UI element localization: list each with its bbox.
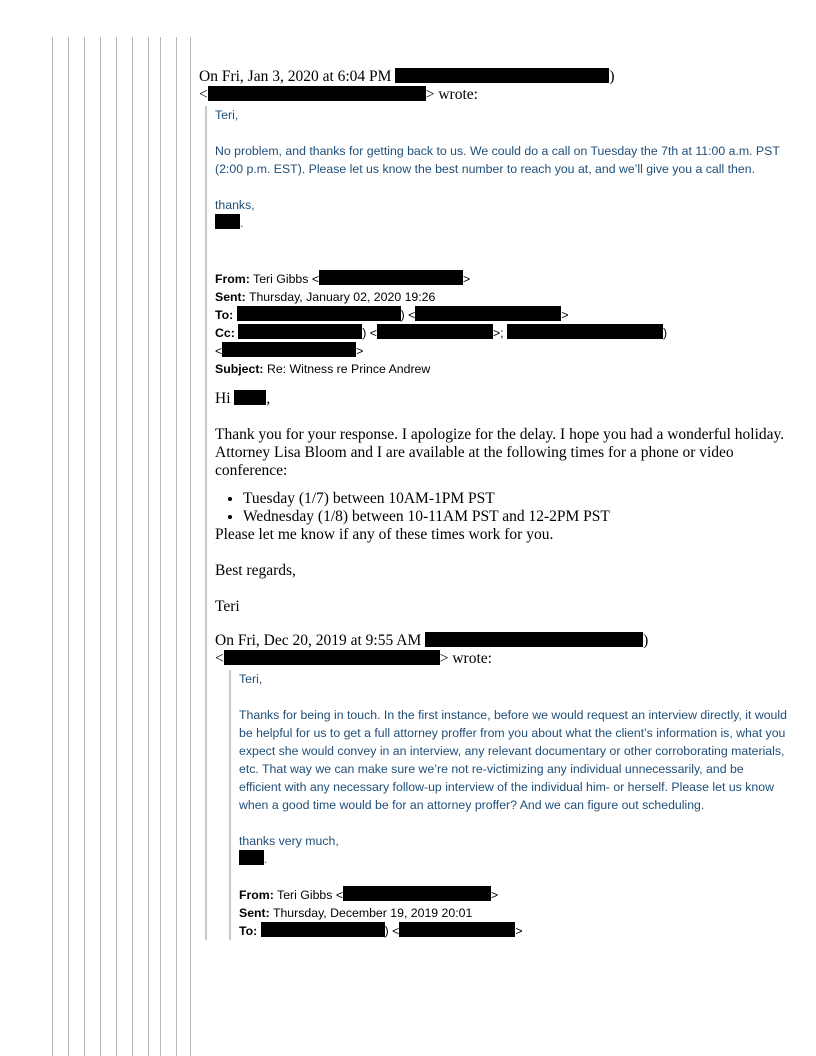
- quote-line: [148, 37, 149, 1056]
- email2-closing-question: Please let me know if any of these times work for you.: [215, 526, 554, 543]
- redaction: [377, 324, 493, 339]
- list-item: • Wednesday (1/8) between 10-11AM PST and 12-2PM PST: [243, 508, 789, 526]
- redaction: [237, 306, 401, 321]
- redaction: [425, 632, 643, 647]
- email3-header: On Fri, Dec 20, 2019 at 9:55 AM ) < > wrote:: [215, 632, 649, 667]
- email1-body: No problem, and thanks for getting back to us. We could do a call on Tuesday the 7th at 11:00 a.m. PST (2:00 p.m. EST). Please let us know the best number to reach you at, and we’ll give you a call then.: [215, 144, 780, 176]
- redaction: [507, 324, 663, 339]
- email2-paragraph: Thank you for your response. I apologize for the delay. I hope you had a wonderful holiday. Attorney Lisa Bloom and I are available at the following times for a phone or video conference:: [215, 426, 785, 479]
- email-thread: [199, 68, 789, 940]
- email1-signoff: thanks,: [215, 198, 255, 212]
- redaction: [238, 324, 362, 339]
- email1-greeting: Teri,: [215, 108, 239, 122]
- email3-quote: Teri, Thanks for being in touch. In the first instance, before we would request an interview directly, it would be helpful for us to get a full attorney proffer from you about what the client’s information is, what you expect she would convey in an interview, any relevant documentary or other corroborating materials, etc. That way we can make sure we’re not re-victimizing any individual unnecessarily, and be efficient with any necessary follow-up interview of the individual him- or herself. Please let us know when a good time would be for an attorney proffer? And we can figure out scheduling. thanks very much, . From: Teri Gibbs < > Sent: Thursday, December 19, 2019 20:01 To: ) < >: [229, 670, 789, 940]
- email1-header: On Fri, Jan 3, 2020 at 6:04 PM ) < > wrote:: [199, 68, 615, 103]
- quote-line: [52, 37, 53, 1056]
- quote-line: [190, 37, 191, 1056]
- availability-list: [215, 490, 789, 526]
- email1-quote: Teri, No problem, and thanks for getting back to us. We could do a call on Tuesday the 7th at 11:00 a.m. PST (2:00 p.m. EST). Please let us know the best number to reach you at, and we’ll give you a call then. thanks, . From: Teri Gibbs < > Sent: Thursday, January 02, 2020 19:26 To: ) < > Cc: ) < >; ) < > Subject: Re: Witness re Prince Andrew Hi , Thank you for your response. I apologize for the delay. I hope you had a wonderful holiday. Attorney Lisa Bloom and I are available at the following times for a phone or video conference: • Tuesday (1/7) between 10AM-1PM PST • Wednesday (1/8) between 10-11AM PST and 12-2PM PST Please let me know if any of these times work for you. Best regards, Teri On Fri, Dec 20, 2019 at 9:55 AM ) < > wrote: Teri, Thanks for being in touch. In the first instance, before we would request an interview directly, it would be helpful for us to get a full attorney proffer from you about what the client’s information is, what you expect she would convey in an interview, any relevant documentary or other corroborating materials, etc. That way we can make sure we’re not re-victimizing any individual unnecessarily, and be efficient with any necessary follow-up interview of the individual him- or herself. Please let us know when a good time would be for an attorney proffer? And we can figure out scheduling. thanks very much, . From: Teri Gibbs < > Sent: Thursday, December 19, 2019 20:01 To: ) < >: [205, 106, 789, 940]
- forward1-subject: Re: Witness re Prince Andrew: [266, 362, 431, 376]
- email2-name: Teri: [215, 598, 240, 615]
- quote-line: [160, 37, 161, 1056]
- quote-line: [132, 37, 133, 1056]
- quote-line: [176, 37, 177, 1056]
- redaction: [319, 270, 463, 285]
- redaction: [261, 922, 385, 937]
- list-item: • Tuesday (1/7) between 10AM-1PM PST: [243, 490, 789, 508]
- redaction: [415, 306, 561, 321]
- redaction: [224, 650, 440, 665]
- quote-line: [68, 37, 69, 1056]
- email3-signoff: thanks very much,: [239, 834, 339, 848]
- redaction: [234, 390, 266, 405]
- redaction: [395, 68, 609, 83]
- redaction: [215, 214, 240, 229]
- forward1-header: From: Teri Gibbs < > Sent: Thursday, January 02, 2020 19:26 To: ) < > Cc: ) < >; ) < > Subject: Re: Witness re Prince Andrew: [215, 272, 668, 376]
- email3-greeting: Teri,: [239, 672, 263, 686]
- redaction: [222, 342, 356, 357]
- redaction: [239, 850, 264, 865]
- redaction: [399, 922, 515, 937]
- email2-body: Hi , Thank you for your response. I apologize for the delay. I hope you had a wonderful holiday. Attorney Lisa Bloom and I are available at the following times for a phone or video conference: • Tuesday (1/7) between 10AM-1PM PST • Wednesday (1/8) between 10-11AM PST and 12-2PM PST Please let me know if any of these times work for you. Best regards, Teri: [215, 390, 789, 616]
- quote-line: [100, 37, 101, 1056]
- email3-date: On Fri, Dec 20, 2019 at 9:55 AM: [215, 632, 422, 649]
- email2-regards: Best regards,: [215, 562, 296, 579]
- email1-wrote: > wrote:: [425, 86, 478, 103]
- email3-body: Thanks for being in touch. In the first instance, before we would request an interview directly, it would be helpful for us to get a full attorney proffer from you about what the client’s information is, what you expect she would convey in an interview, any relevant documentary or other corroborating materials, etc. That way we can make sure we’re not re-victimizing any individual unnecessarily, and be efficient with any necessary follow-up interview of the individual him- or herself. Please let us know when a good time would be for an attorney proffer? And we can figure out scheduling.: [239, 708, 787, 812]
- forward2-header: From: Teri Gibbs < > Sent: Thursday, December 19, 2019 20:01 To: ) < >: [239, 888, 523, 938]
- quote-line: [84, 37, 85, 1056]
- email1-date: On Fri, Jan 3, 2020 at 6:04 PM: [199, 68, 392, 85]
- redaction: [208, 86, 426, 101]
- quote-line: [116, 37, 117, 1056]
- redaction: [343, 886, 491, 901]
